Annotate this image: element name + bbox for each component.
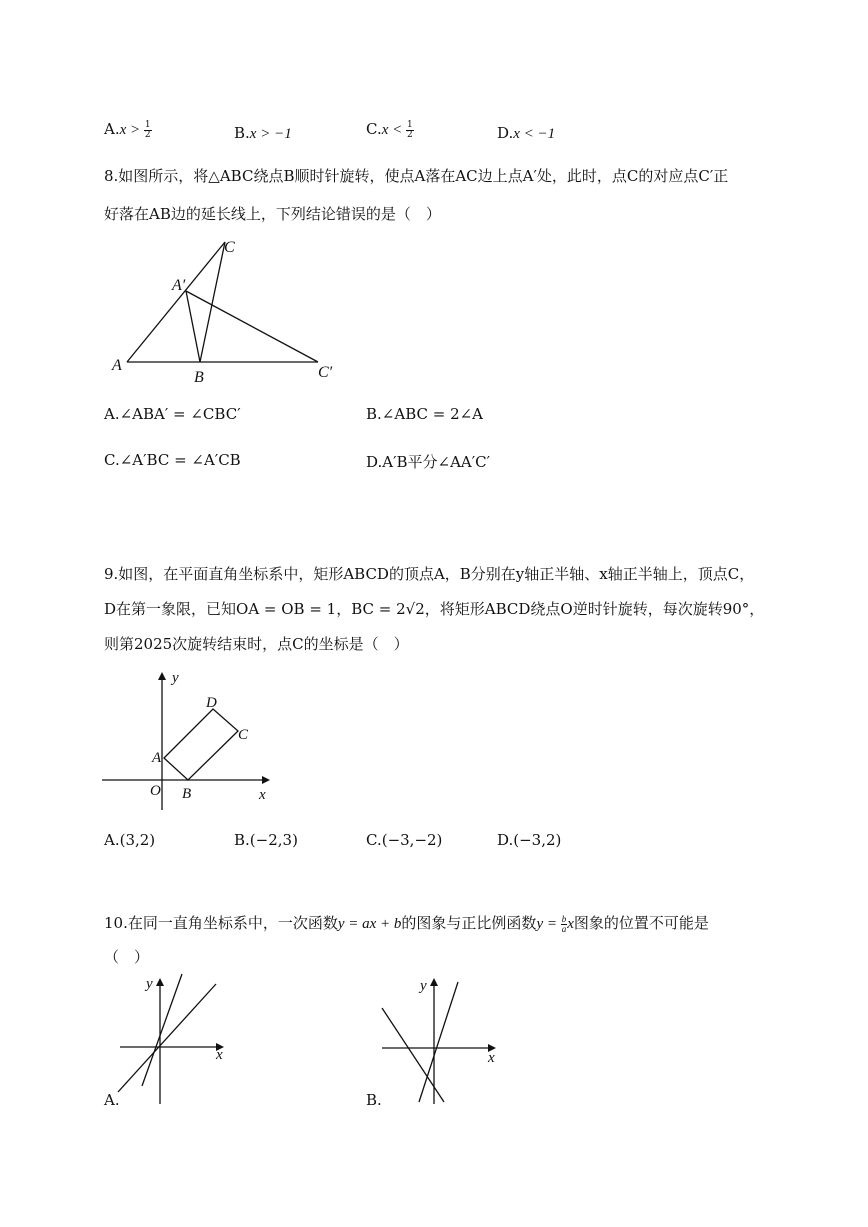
label-x: x — [259, 787, 266, 803]
y-axis-arrow — [156, 978, 164, 986]
q8-option-b[interactable]: B.∠ABC = 2∠A — [366, 405, 484, 423]
x-axis-arrow — [262, 776, 270, 784]
label-y: y — [420, 978, 427, 994]
y-axis-arrow — [430, 978, 438, 986]
line-1 — [118, 984, 216, 1092]
q8-stem-line2: 好落在AB边的延长线上，下列结论错误的是（ ） — [104, 205, 441, 223]
q8-triangle-figure — [100, 232, 360, 387]
fraction: $\frac{1}{2}$ — [144, 119, 151, 140]
label-a: A — [112, 357, 122, 374]
q9-option-d[interactable]: D.(−3,2) — [497, 831, 562, 849]
segment-ac — [127, 242, 225, 362]
label-a: A — [152, 750, 162, 766]
label-d: D — [206, 695, 217, 711]
q10-stem-line2: （ ） — [104, 948, 150, 966]
label-b: B — [182, 786, 192, 802]
q10-stem-line1: 10.在同一直角坐标系中，一次函数y = ax + b的图象与正比例函数y = $\frac{b}{a}$ x图象的位置不可能是 — [104, 913, 709, 934]
q9-option-c[interactable]: C.(−3,−2) — [366, 831, 443, 849]
q10-option-b[interactable]: B. — [366, 1091, 382, 1109]
label-o: O — [150, 783, 161, 799]
label-x: x — [216, 1047, 223, 1063]
label-c: C — [224, 239, 235, 256]
segment-a1b — [186, 291, 200, 362]
segment-bc — [200, 242, 225, 362]
q7-option-c[interactable]: C.x < $\frac{1}{2}$ — [366, 119, 413, 140]
q10-graph-b[interactable] — [378, 972, 503, 1106]
q8-option-a[interactable]: A.∠ABA′ = ∠CBC′ — [104, 405, 241, 423]
q8-stem-line1: 8.如图所示，将△ABC绕点B顺时针旋转，使点A落在AC边上点A′处，此时，点C的对应点C′正 — [104, 167, 729, 185]
q9-stem-line1: 9.如图，在平面直角坐标系中，矩形ABCD的顶点A，B分别在y轴正半轴、x轴正半轴上，顶点C， — [104, 565, 755, 583]
label-b: B — [194, 369, 204, 386]
q10-graph-a[interactable] — [112, 970, 232, 1106]
y-axis-arrow — [158, 672, 166, 680]
label-x: x — [488, 1050, 495, 1066]
label-c-prime: C′ — [318, 364, 333, 381]
q7-option-a[interactable]: A.x > $\frac{1}{2}$ — [104, 119, 151, 140]
label-c: C — [238, 727, 249, 743]
q9-stem-line3: 则第2025次旋转结束时，点C的坐标是（ ） — [104, 635, 409, 653]
rectangle-abcd — [164, 709, 238, 780]
q9-option-a[interactable]: A.(3,2) — [104, 831, 156, 849]
q8-option-d[interactable]: D.A′B平分∠AA′C′ — [366, 453, 491, 471]
q9-stem-line2: D在第一象限，已知OA = OB = 1，BC = 2√2，将矩形ABCD绕点O逆时针旋转，每次旋转90°， — [104, 600, 765, 618]
q9-option-b[interactable]: B.(−2,3) — [234, 831, 298, 849]
label-y: y — [172, 670, 179, 686]
line-2 — [419, 982, 458, 1102]
label-y: y — [146, 976, 153, 992]
q7-option-b[interactable]: B.x > −1 — [234, 124, 292, 142]
q7-option-d[interactable]: D.x < −1 — [497, 124, 556, 142]
q9-coordinate-figure — [100, 668, 280, 813]
q8-option-c[interactable]: C.∠A′BC = ∠A′CB — [104, 451, 241, 469]
segment-a1c1 — [186, 291, 318, 362]
q10-option-a[interactable]: A. — [104, 1091, 120, 1109]
fraction: $\frac{1}{2}$ — [407, 119, 413, 140]
label-a-prime: A′ — [172, 277, 186, 294]
fraction: $\frac{b}{a}$ — [561, 913, 567, 934]
